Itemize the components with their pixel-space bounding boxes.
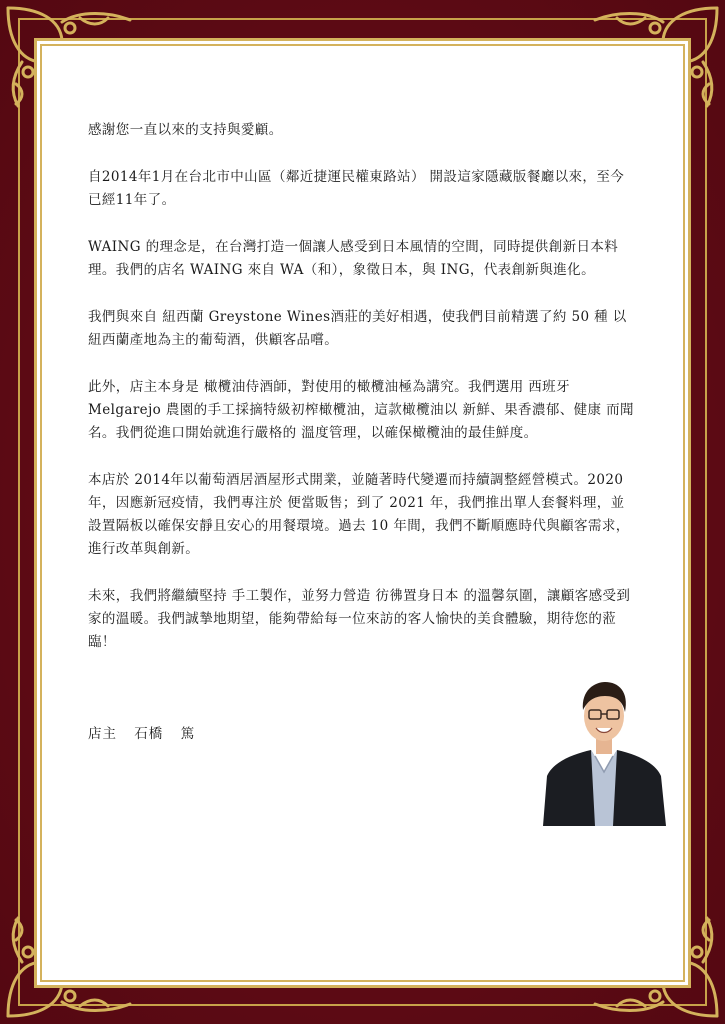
signature — [88, 722, 207, 742]
paragraph-olive-oil: 此外，店主本身是 橄欖油侍酒師，對使用的橄欖油極為講究。我們選用 西班牙 Melgarejo 農園的手工採摘特級初榨橄欖油，這款橄欖油以 新鮮、果香濃郁、健康 而聞名。我們從進口開始就進行嚴格的 溫度管理，以確保橄欖油的最佳鮮度。 — [88, 379, 634, 441]
paragraph-history: 自2014年1月在台北市中山區（鄰近捷運民權東路站） 開設這家隱藏版餐廳以來，至今已經11年了。 — [88, 169, 625, 208]
paragraph-concept: WAING 的理念是，在台灣打造一個讓人感受到日本風情的空間，同時提供創新日本料理。我們的店名 WAING 來自 WA（和），象徵日本，與 ING，代表創新與進化。 — [88, 239, 619, 278]
signature-surname: 石橋 — [134, 726, 164, 742]
owner-portrait-illustration — [543, 676, 666, 826]
letter-body — [88, 119, 638, 678]
signature-title: 店主 — [88, 726, 117, 742]
owner-portrait — [543, 676, 666, 826]
greeting: 感謝您一直以來的支持與愛顧。 — [88, 122, 283, 138]
paragraph-future: 未來，我們將繼續堅持 手工製作，並努力營造 彷彿置身日本 的溫馨氛圍，讓顧客感受到家的溫暖。我們誠摯地期望，能夠帶給每一位來訪的客人愉快的美食體驗，期待您的蒞臨！ — [88, 588, 631, 650]
paragraph-evolution: 本店於 2014年以葡萄酒居酒屋形式開業，並隨著時代變遷而持續調整經營模式。2020 年，因應新冠疫情，我們專注於 便當販售；到了 2021 年，我們推出單人套餐料理，並設置隔板以確保安靜且安心的用餐環境。過去 10 年間，我們不斷順應時代與顧客需求，進行改革與創新。 — [88, 472, 630, 557]
signature-given-name: 篤 — [180, 726, 196, 742]
paragraph-wine: 我們與來自 紐西蘭 Greystone Wines酒莊的美好相遇，使我們目前精選了約 50 種 以紐西蘭產地為主的葡萄酒，供顧客品嚐。 — [88, 309, 627, 348]
